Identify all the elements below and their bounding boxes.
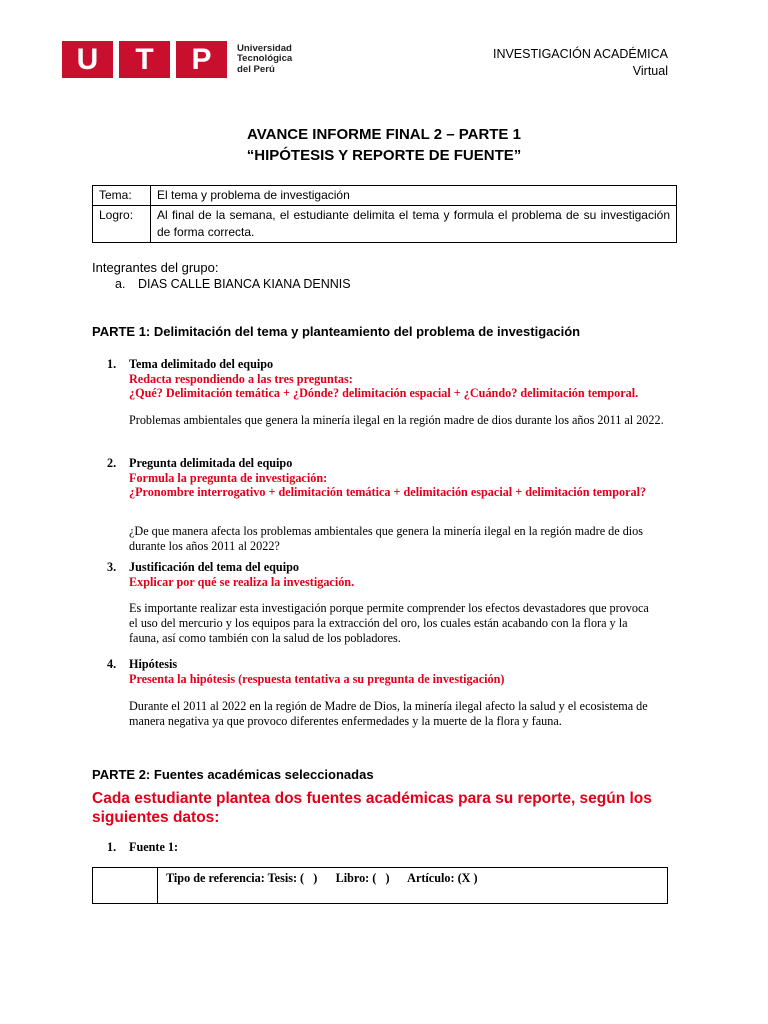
item3-answer: Es importante realizar esta investigación porque permite comprender los efectos devastadores que provoca el uso del mercurio y los equipos para la extracción del oro, los cuales están acabando con la flora y la fauna, así como también con la salud de los pobladores. (129, 601, 649, 645)
item1-instruction-detail: ¿Qué? Delimitación temática + ¿Dónde? delimitación espacial + ¿Cuándo? delimitación temporal. (129, 386, 639, 400)
logo-tagline-line1: Universidad (237, 42, 292, 54)
logo-letter-u: U (62, 41, 113, 78)
tema-value: El tema y problema de investigación (151, 186, 677, 206)
logro-value: Al final de la semana, el estudiante delimita el tema y formula el problema de su investigación de forma correcta. (151, 206, 677, 243)
logo-letter-p: P (176, 41, 227, 78)
logro-label: Logro: (93, 206, 151, 243)
group-member-marker: a. (115, 277, 126, 291)
tema-label: Tema: (93, 186, 151, 206)
doc-subtitle: “HIPÓTESIS Y REPORTE DE FUENTE” (246, 147, 522, 164)
utp-logo (62, 41, 292, 78)
item3-number: 3. (107, 560, 117, 574)
header-course-title: INVESTIGACIÓN ACADÉMICA (492, 47, 668, 61)
logo-tagline-line3: del Perú (237, 63, 275, 75)
info-row-logro (93, 206, 677, 243)
item3-title: Justificación del tema del equipo (129, 560, 299, 574)
logo-tagline (237, 44, 292, 76)
item1-answer: Problemas ambientales que genera la minería ilegal en la región madre de dios durante los años 2011 al 2022. (129, 413, 664, 427)
header-course-mode: Virtual (632, 64, 668, 78)
item4-answer: Durante el 2011 al 2022 en la región de Madre de Dios, la minería ilegal afecto la salud y el ecosistema de manera negativa ya que provoco diferentes enfermedades y la muerte de la flora y fauna. (129, 699, 648, 728)
info-table (92, 185, 677, 243)
item2-block (129, 456, 674, 500)
item1-number: 1. (107, 357, 117, 371)
item3-block (129, 560, 674, 589)
item2-instruction: Formula la pregunta de investigación: (129, 470, 328, 485)
info-row-tema (93, 186, 677, 206)
item1-block (129, 357, 689, 401)
fuente1-row (93, 868, 668, 904)
fuente1-label: Fuente 1: (129, 840, 179, 854)
item3-instruction: Explicar por qué se realiza la investigación. (129, 574, 355, 589)
item2-answer: ¿De que manera afecta los problemas ambientales que genera la minería ilegal en la región madre de dios durante los años 2011 al 2022? (129, 524, 644, 553)
part2-instruction: Cada estudiante plantea dos fuentes académicas para su reporte, según los siguientes datos: (92, 790, 652, 826)
part1-heading: PARTE 1: Delimitación del tema y planteamiento del problema de investigación (92, 324, 581, 339)
item2-number: 2. (107, 456, 117, 470)
header-course (493, 46, 668, 80)
group-member: DIAS CALLE BIANCA KIANA DENNIS (138, 277, 351, 291)
group-label: Integrantes del grupo: (92, 260, 219, 275)
item4-number: 4. (107, 657, 117, 671)
item2-title: Pregunta delimitada del equipo (129, 456, 293, 470)
logo-tagline-line2: Tecnológica (237, 53, 293, 65)
item2-instruction-detail: ¿Pronombre interrogativo + delimitación temática + delimitación espacial + delimitación temporal? (129, 485, 647, 499)
fuente1-blank-cell (93, 868, 158, 904)
item1-instruction: Redacta respondiendo a las tres preguntas: (129, 371, 353, 386)
item4-instruction: Presenta la hipótesis (respuesta tentativa a su pregunta de investigación) (129, 671, 505, 686)
doc-title: AVANCE INFORME FINAL 2 – PARTE 1 (247, 126, 521, 143)
item1-title: Tema delimitado del equipo (129, 357, 274, 371)
logo-letter-t: T (119, 41, 170, 78)
fuente1-ref-type: Tipo de referencia: Tesis: ( ) Libro: ( ) Artículo: (X ) (158, 868, 668, 904)
fuente1-number: 1. (107, 840, 117, 854)
item4-title: Hipótesis (129, 657, 178, 671)
part2-heading: PARTE 2: Fuentes académicas seleccionadas (92, 767, 374, 782)
fuente1-table (92, 867, 668, 904)
item4-block (129, 657, 689, 686)
